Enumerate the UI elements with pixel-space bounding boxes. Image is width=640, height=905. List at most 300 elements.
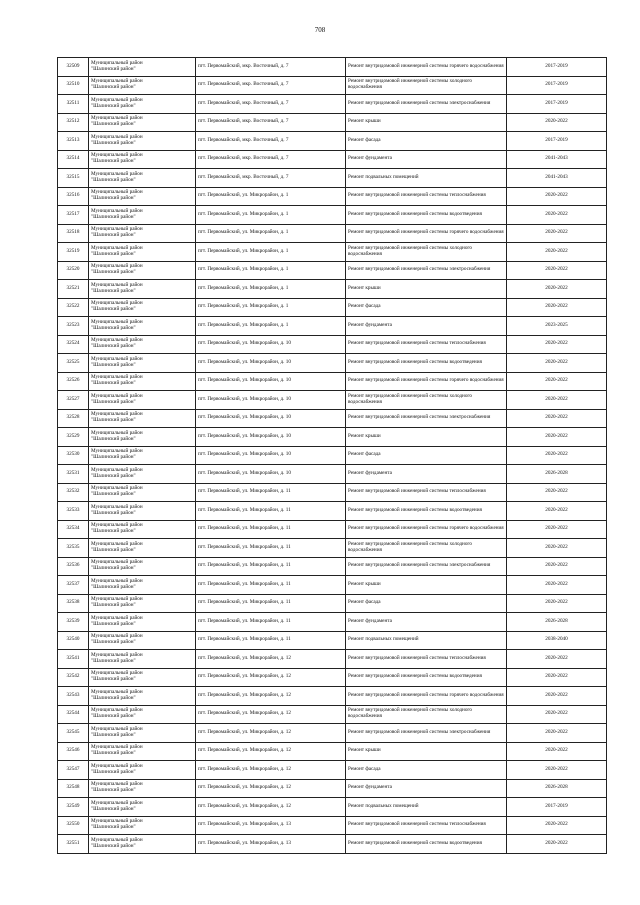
municipality-cell [89,224,196,243]
table-row [58,816,607,835]
address-cell: пгт. Первомайский, ул. Микрорайон, д. 1 [196,298,346,317]
municipality-cell [89,95,196,114]
address-cell: пгт. Первомайский, ул. Микрорайон, д. 12 [196,668,346,687]
municipality-line: "Шалинский район" [91,232,136,239]
work-type-cell: Ремонт фасада [346,594,507,613]
work-type-cell: Ремонт внутридомовой инженерной системы холодного водоснабжения [346,243,507,262]
table-row [58,113,607,132]
work-type-cell: Ремонт фундамента [346,317,507,336]
period-cell: 2017-2019 [507,76,607,95]
municipality-line: "Шалинский район" [91,306,136,313]
municipality-line: "Шалинский район" [91,472,136,479]
address-cell: пгт. Первомайский, ул. Микрорайон, д. 1 [196,317,346,336]
municipality-line: Муниципальный район [91,836,143,843]
table-row [58,687,607,706]
record-number: 32529 [58,428,89,447]
municipality-cell [89,668,196,687]
period-cell: 2020-2022 [507,650,607,669]
work-type-cell: Ремонт внутридомовой инженерной системы холодного водоснабжения [346,539,507,558]
work-type-cell: Ремонт внутридомовой инженерной системы горячего водоснабжения [346,58,507,77]
work-type-cell: Ремонт внутридомовой инженерной системы теплоснабжения [346,650,507,669]
period-cell: 2020-2022 [507,428,607,447]
municipality-cell [89,150,196,169]
work-type-cell: Ремонт внутридомовой инженерной системы электроснабжения [346,95,507,114]
municipality-cell [89,317,196,336]
address-cell: пгт. Первомайский, мкр. Восточный, д. 7 [196,113,346,132]
municipality-line: Муниципальный район [91,300,143,307]
period-cell: 2020-2022 [507,391,607,410]
period-cell: 2020-2022 [507,576,607,595]
repair-registry-table [57,57,607,854]
work-type-cell: Ремонт фасада [346,132,507,151]
municipality-cell [89,298,196,317]
municipality-line: "Шалинский район" [91,713,136,720]
period-cell: 2020-2022 [507,539,607,558]
record-number: 32527 [58,391,89,410]
period-cell: 2020-2022 [507,243,607,262]
municipality-line: Муниципальный район [91,725,143,732]
record-number: 32539 [58,613,89,632]
record-number: 32536 [58,557,89,576]
municipality-cell [89,613,196,632]
work-type-cell: Ремонт подвальных помещений [346,798,507,817]
municipality-line: "Шалинский район" [91,546,136,553]
municipality-line: Муниципальный район [91,429,143,436]
municipality-cell [89,483,196,502]
period-cell: 2020-2022 [507,687,607,706]
work-type-cell: Ремонт внутридомовой инженерной системы электроснабжения [346,261,507,280]
work-type-cell: Ремонт фундамента [346,779,507,798]
record-number: 32513 [58,132,89,151]
municipality-line: "Шалинский район" [91,657,136,664]
period-cell: 2026-2028 [507,613,607,632]
municipality-line: "Шалинский район" [91,509,136,516]
municipality-line: "Шалинский район" [91,250,136,257]
period-cell: 2020-2022 [507,557,607,576]
table-row [58,150,607,169]
municipality-line: "Шалинский район" [91,750,136,757]
municipality-line: "Шалинский район" [91,694,136,701]
table-row [58,169,607,188]
period-cell: 2020-2022 [507,446,607,465]
municipality-line: Муниципальный район [91,744,143,751]
table-row [58,576,607,595]
work-type-cell: Ремонт фундамента [346,613,507,632]
municipality-cell [89,779,196,798]
table-row [58,187,607,206]
address-cell: пгт. Первомайский, ул. Микрорайон, д. 10 [196,409,346,428]
work-type-cell: Ремонт внутридомовой инженерной системы теплоснабжения [346,816,507,835]
table-row [58,520,607,539]
period-cell: 2020-2022 [507,742,607,761]
municipality-line: "Шалинский район" [91,435,136,442]
table-row [58,446,607,465]
municipality-line: Муниципальный район [91,318,143,325]
municipality-cell [89,724,196,743]
address-cell: пгт. Первомайский, ул. Микрорайон, д. 10 [196,335,346,354]
municipality-line: "Шалинский район" [91,454,136,461]
municipality-line: "Шалинский район" [91,620,136,627]
municipality-line: Муниципальный район [91,614,143,621]
address-cell: пгт. Первомайский, ул. Микрорайон, д. 11 [196,520,346,539]
period-cell: 2020-2022 [507,724,607,743]
municipality-cell [89,798,196,817]
address-cell: пгт. Первомайский, ул. Микрорайон, д. 1 [196,187,346,206]
record-number: 32541 [58,650,89,669]
municipality-line: Муниципальный район [91,337,143,344]
table-row [58,335,607,354]
record-number: 32512 [58,113,89,132]
municipality-line: "Шалинский район" [91,639,136,646]
municipality-line: "Шалинский район" [91,491,136,498]
period-cell: 2020-2022 [507,206,607,225]
page-number: 708 [314,26,326,34]
address-cell: пгт. Первомайский, ул. Микрорайон, д. 11 [196,483,346,502]
address-cell: пгт. Первомайский, ул. Микрорайон, д. 1 [196,224,346,243]
work-type-cell: Ремонт фасада [346,298,507,317]
municipality-line: Муниципальный район [91,170,143,177]
work-type-cell: Ремонт внутридомовой инженерной системы электроснабжения [346,409,507,428]
municipality-cell [89,58,196,77]
work-type-cell: Ремонт фасада [346,446,507,465]
table-row [58,668,607,687]
record-number: 32516 [58,187,89,206]
municipality-line: "Шалинский район" [91,602,136,609]
work-type-cell: Ремонт фасада [346,761,507,780]
record-number: 32545 [58,724,89,743]
period-cell: 2020-2022 [507,705,607,724]
record-number: 32546 [58,742,89,761]
address-cell: пгт. Первомайский, мкр. Восточный, д. 7 [196,132,346,151]
table-row [58,428,607,447]
table-row [58,298,607,317]
address-cell: пгт. Первомайский, ул. Микрорайон, д. 13 [196,816,346,835]
municipality-line: Муниципальный район [91,226,143,233]
municipality-line: "Шалинский район" [91,139,136,146]
period-cell: 2020-2022 [507,835,607,854]
table-row [58,761,607,780]
table-row [58,557,607,576]
work-type-cell: Ремонт внутридомовой инженерной системы водоотведения [346,835,507,854]
municipality-cell [89,446,196,465]
table-row [58,409,607,428]
municipality-cell [89,76,196,95]
municipality-line: Муниципальный район [91,207,143,214]
address-cell: пгт. Первомайский, ул. Микрорайон, д. 12 [196,798,346,817]
address-cell: пгт. Первомайский, ул. Микрорайон, д. 11 [196,539,346,558]
record-number: 32542 [58,668,89,687]
municipality-line: Муниципальный район [91,355,143,362]
address-cell: пгт. Первомайский, ул. Микрорайон, д. 1 [196,206,346,225]
municipality-cell [89,650,196,669]
municipality-line: "Шалинский район" [91,842,136,849]
municipality-line: "Шалинский район" [91,805,136,812]
registry-body [58,58,607,854]
work-type-cell: Ремонт фундамента [346,465,507,484]
period-cell: 2023-2025 [507,317,607,336]
municipality-line: "Шалинский район" [91,65,136,72]
municipality-line: Муниципальный район [91,96,143,103]
municipality-cell [89,835,196,854]
municipality-cell [89,354,196,373]
work-type-cell: Ремонт внутридомовой инженерной системы холодного водоснабжения [346,391,507,410]
address-cell: пгт. Первомайский, ул. Микрорайон, д. 12 [196,650,346,669]
municipality-line: Муниципальный район [91,152,143,159]
municipality-line: Муниципальный район [91,485,143,492]
record-number: 32530 [58,446,89,465]
work-type-cell: Ремонт крыши [346,742,507,761]
address-cell: пгт. Первомайский, ул. Микрорайон, д. 10 [196,465,346,484]
period-cell: 2017-2019 [507,132,607,151]
record-number: 32528 [58,409,89,428]
table-row [58,224,607,243]
record-number: 32523 [58,317,89,336]
address-cell: пгт. Первомайский, ул. Микрорайон, д. 12 [196,724,346,743]
table-row [58,132,607,151]
period-cell: 2020-2022 [507,354,607,373]
record-number: 32550 [58,816,89,835]
work-type-cell: Ремонт внутридомовой инженерной системы водоотведения [346,668,507,687]
record-number: 32515 [58,169,89,188]
address-cell: пгт. Первомайский, мкр. Восточный, д. 7 [196,58,346,77]
work-type-cell: Ремонт крыши [346,113,507,132]
table-row [58,483,607,502]
table-row [58,835,607,854]
municipality-line: Муниципальный район [91,688,143,695]
record-number: 32551 [58,835,89,854]
municipality-cell [89,687,196,706]
municipality-line: Муниципальный район [91,466,143,473]
address-cell: пгт. Первомайский, ул. Микрорайон, д. 1 [196,243,346,262]
municipality-line: "Шалинский район" [91,417,136,424]
municipality-line: Муниципальный район [91,189,143,196]
municipality-line: Муниципальный район [91,559,143,566]
record-number: 32549 [58,798,89,817]
record-number: 32543 [58,687,89,706]
municipality-line: "Шалинский район" [91,343,136,350]
address-cell: пгт. Первомайский, ул. Микрорайон, д. 1 [196,280,346,299]
municipality-line: Муниципальный район [91,59,143,66]
municipality-line: Муниципальный район [91,781,143,788]
period-cell: 2020-2022 [507,113,607,132]
municipality-line: "Шалинский район" [91,121,136,128]
municipality-cell [89,261,196,280]
municipality-cell [89,742,196,761]
work-type-cell: Ремонт фундамента [346,150,507,169]
municipality-line: "Шалинский район" [91,398,136,405]
address-cell: пгт. Первомайский, ул. Микрорайон, д. 10 [196,372,346,391]
table-row [58,631,607,650]
work-type-cell: Ремонт внутридомовой инженерной системы теплоснабжения [346,483,507,502]
address-cell: пгт. Первомайский, ул. Микрорайон, д. 12 [196,761,346,780]
municipality-line: "Шалинский район" [91,158,136,165]
table-row [58,95,607,114]
period-cell: 2020-2022 [507,335,607,354]
address-cell: пгт. Первомайский, ул. Микрорайон, д. 12 [196,705,346,724]
address-cell: пгт. Первомайский, ул. Микрорайон, д. 11 [196,557,346,576]
municipality-line: Муниципальный район [91,374,143,381]
record-number: 32518 [58,224,89,243]
record-number: 32544 [58,705,89,724]
address-cell: пгт. Первомайский, ул. Микрорайон, д. 11 [196,613,346,632]
address-cell: пгт. Первомайский, ул. Микрорайон, д. 12 [196,742,346,761]
address-cell: пгт. Первомайский, ул. Микрорайон, д. 10 [196,354,346,373]
municipality-cell [89,465,196,484]
record-number: 32538 [58,594,89,613]
municipality-cell [89,539,196,558]
record-number: 32533 [58,502,89,521]
municipality-cell [89,132,196,151]
table-row [58,539,607,558]
table-row [58,317,607,336]
municipality-line: "Шалинский район" [91,676,136,683]
record-number: 32524 [58,335,89,354]
municipality-line: Муниципальный район [91,633,143,640]
municipality-line: Муниципальный район [91,651,143,658]
address-cell: пгт. Первомайский, ул. Микрорайон, д. 10 [196,391,346,410]
municipality-line: "Шалинский район" [91,176,136,183]
record-number: 32534 [58,520,89,539]
period-cell: 2041-2043 [507,150,607,169]
municipality-cell [89,391,196,410]
period-cell: 2026-2028 [507,465,607,484]
municipality-line: Муниципальный район [91,540,143,547]
table-row [58,76,607,95]
municipality-cell [89,594,196,613]
address-cell: пгт. Первомайский, мкр. Восточный, д. 7 [196,76,346,95]
work-type-cell: Ремонт внутридомовой инженерной системы холодного водоснабжения [346,76,507,95]
record-number: 32521 [58,280,89,299]
municipality-cell [89,502,196,521]
table-row [58,261,607,280]
municipality-line: Муниципальный район [91,281,143,288]
table-row [58,372,607,391]
record-number: 32522 [58,298,89,317]
municipality-line: "Шалинский район" [91,380,136,387]
municipality-line: "Шалинский район" [91,528,136,535]
municipality-line: Муниципальный район [91,818,143,825]
table-row [58,280,607,299]
municipality-line: "Шалинский район" [91,324,136,331]
table-row [58,502,607,521]
address-cell: пгт. Первомайский, мкр. Восточный, д. 7 [196,150,346,169]
work-type-cell: Ремонт внутридомовой инженерной системы водоотведения [346,502,507,521]
record-number: 32511 [58,95,89,114]
address-cell: пгт. Первомайский, ул. Микрорайон, д. 11 [196,502,346,521]
address-cell: пгт. Первомайский, ул. Микрорайон, д. 12 [196,687,346,706]
record-number: 32532 [58,483,89,502]
period-cell: 2020-2022 [507,372,607,391]
municipality-cell [89,557,196,576]
work-type-cell: Ремонт подвальных помещений [346,631,507,650]
record-number: 32510 [58,76,89,95]
table-row [58,391,607,410]
municipality-line: Муниципальный район [91,115,143,122]
municipality-cell [89,280,196,299]
work-type-cell: Ремонт внутридомовой инженерной системы горячего водоснабжения [346,520,507,539]
municipality-line: Муниципальный район [91,448,143,455]
municipality-line: Муниципальный район [91,577,143,584]
period-cell: 2020-2022 [507,261,607,280]
municipality-cell [89,206,196,225]
municipality-line: Муниципальный район [91,411,143,418]
period-cell: 2020-2022 [507,520,607,539]
municipality-line: Муниципальный район [91,762,143,769]
work-type-cell: Ремонт внутридомовой инженерной системы теплоснабжения [346,335,507,354]
address-cell: пгт. Первомайский, ул. Микрорайон, д. 10 [196,446,346,465]
record-number: 32519 [58,243,89,262]
municipality-cell [89,631,196,650]
work-type-cell: Ремонт крыши [346,280,507,299]
record-number: 32517 [58,206,89,225]
municipality-cell [89,187,196,206]
work-type-cell: Ремонт подвальных помещений [346,169,507,188]
record-number: 32535 [58,539,89,558]
municipality-line: "Шалинский район" [91,731,136,738]
period-cell: 2038-2040 [507,631,607,650]
municipality-line: Муниципальный район [91,78,143,85]
address-cell: пгт. Первомайский, ул. Микрорайон, д. 12 [196,779,346,798]
municipality-line: "Шалинский район" [91,361,136,368]
record-number: 32520 [58,261,89,280]
municipality-cell [89,409,196,428]
table-row [58,206,607,225]
municipality-line: "Шалинский район" [91,102,136,109]
address-cell: пгт. Первомайский, мкр. Восточный, д. 7 [196,95,346,114]
table-row [58,354,607,373]
municipality-line: "Шалинский район" [91,195,136,202]
municipality-cell [89,113,196,132]
address-cell: пгт. Первомайский, ул. Микрорайон, д. 10 [196,428,346,447]
table-row [58,58,607,77]
municipality-cell [89,335,196,354]
period-cell: 2020-2022 [507,409,607,428]
municipality-line: Муниципальный район [91,263,143,270]
period-cell: 2020-2022 [507,816,607,835]
table-row [58,594,607,613]
record-number: 32531 [58,465,89,484]
period-cell: 2017-2019 [507,58,607,77]
municipality-line: Муниципальный район [91,670,143,677]
municipality-cell [89,372,196,391]
table-row [58,798,607,817]
period-cell: 2020-2022 [507,298,607,317]
record-number: 32514 [58,150,89,169]
period-cell: 2020-2022 [507,187,607,206]
work-type-cell: Ремонт внутридомовой инженерной системы водоотведения [346,354,507,373]
address-cell: пгт. Первомайский, ул. Микрорайон, д. 11 [196,631,346,650]
municipality-line: Муниципальный район [91,596,143,603]
table-row [58,742,607,761]
address-cell: пгт. Первомайский, ул. Микрорайон, д. 11 [196,576,346,595]
municipality-line: "Шалинский район" [91,213,136,220]
municipality-line: Муниципальный район [91,392,143,399]
municipality-line: Муниципальный район [91,707,143,714]
table-row [58,650,607,669]
work-type-cell: Ремонт внутридомовой инженерной системы горячего водоснабжения [346,687,507,706]
municipality-cell [89,520,196,539]
table-row [58,779,607,798]
record-number: 32537 [58,576,89,595]
work-type-cell: Ремонт внутридомовой инженерной системы холодного водоснабжения [346,705,507,724]
address-cell: пгт. Первомайский, ул. Микрорайон, д. 13 [196,835,346,854]
municipality-cell [89,816,196,835]
table-row [58,705,607,724]
work-type-cell: Ремонт внутридомовой инженерной системы теплоснабжения [346,187,507,206]
period-cell: 2020-2022 [507,483,607,502]
municipality-line: "Шалинский район" [91,824,136,831]
municipality-line: Муниципальный район [91,522,143,529]
